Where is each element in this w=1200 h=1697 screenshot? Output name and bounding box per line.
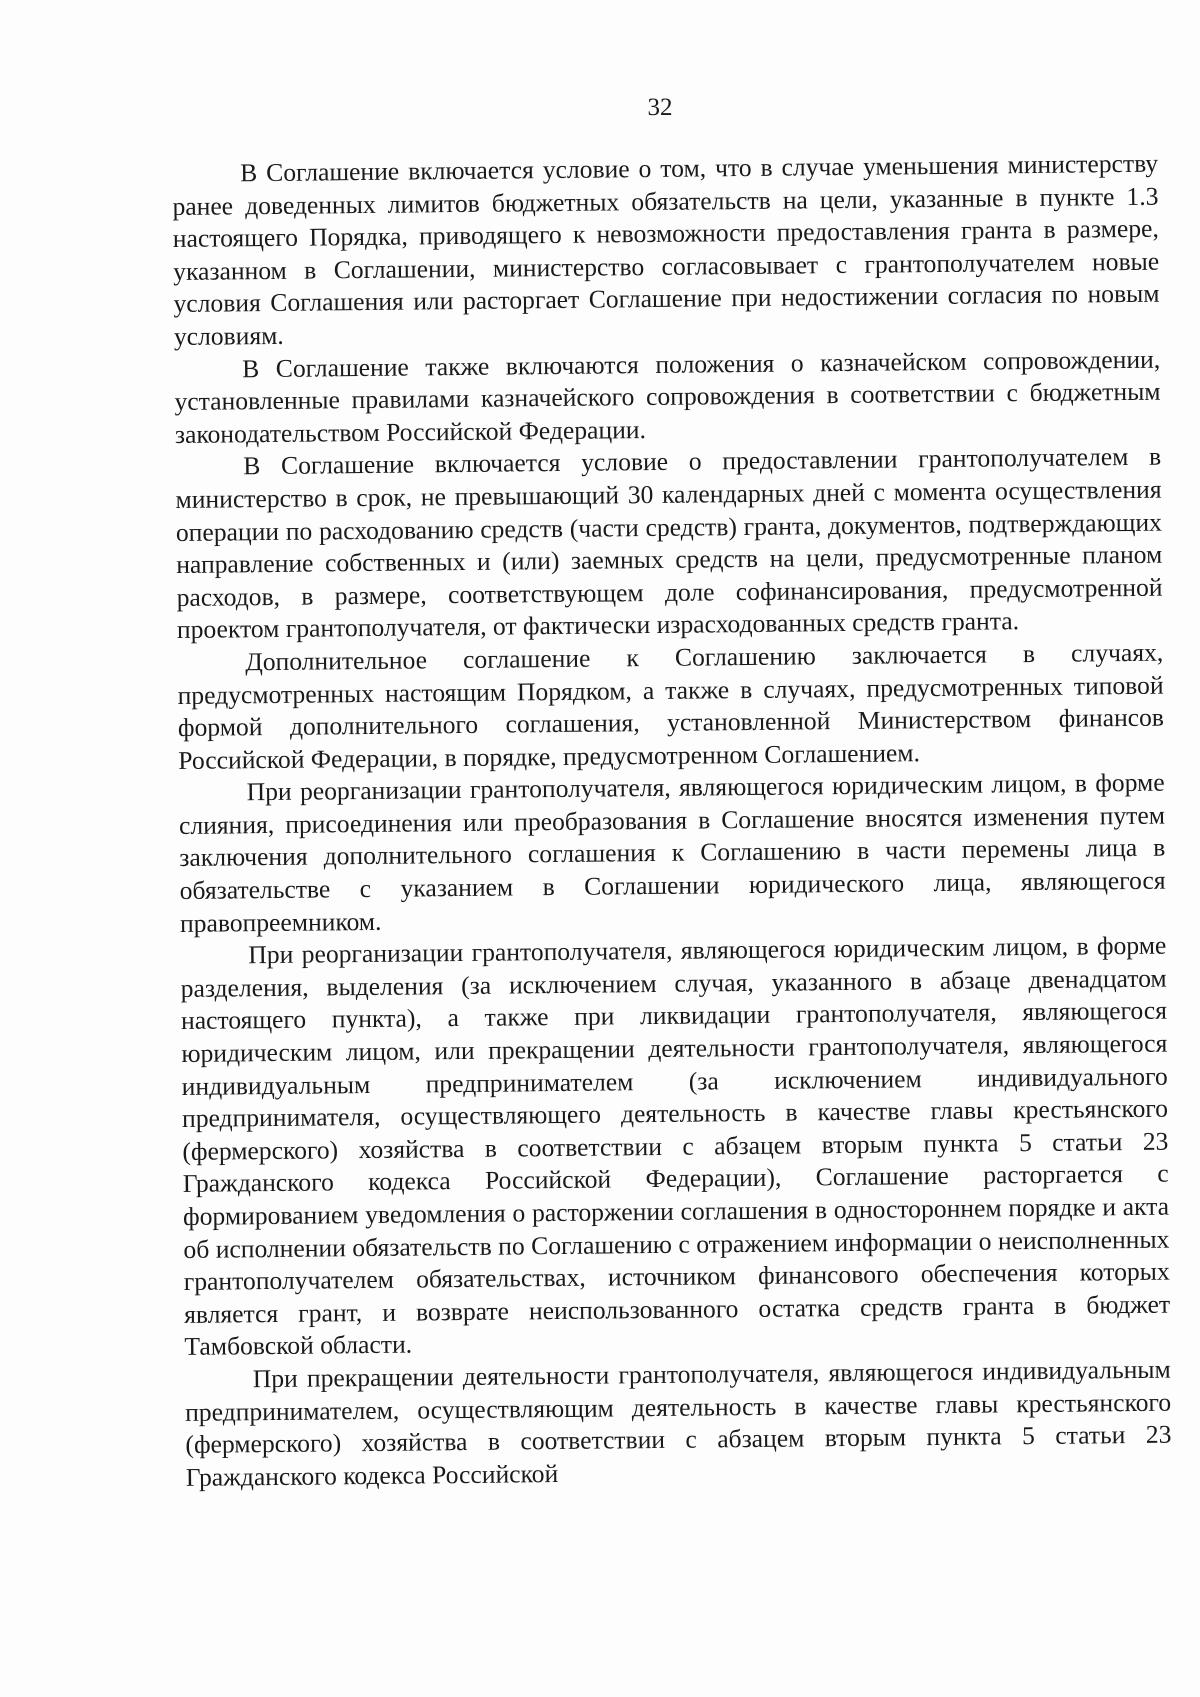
paragraph-2: В Соглашение также включаются положения о казначейском сопровождении, установленные правилами казначейского сопровождения в соответствии с бюджетным законодательством Российской Федерации. [174,344,1161,449]
paragraph-3: В Соглашение включается условие о предоставлении грантополучателем в министерство в срок, не превышающий 30 календарных дней с момента осуществления операции по расходованию средств (части средств) гранта, документов, подтверждающих направление собственных и (или) заемных средств на цели, предусмотренные планом расходов, в размере, соответствующем доле софинансирования, предусмотренной проектом грантополучателя, от фактически израсходованных средств гранта. [175,442,1163,645]
body-text [172,148,1172,1495]
paragraph-1: В Соглашение включается условие о том, что в случае уменьшения министерству ранее доведенных лимитов бюджетных обязательств на цели, указанные в пункте 1.3 настоящего Порядка, приводящего к невозможности предоставления гранта в размере, указанном в Соглашении, министерство согласовывает с грантополучателем новые условия Соглашения или расторгает Соглашение при недостижении согласия по новым условиям. [172,148,1160,351]
page-number: 32 [647,94,673,121]
paragraph-7: При прекращении деятельности грантополучателя, являющегося индивидуальным предпринимателем, осуществляющим деятельность в качестве главы крестьянского (фермерского) хозяйства в соответствии с абзацем вторым пункта 5 статьи 23 Гражданского кодекса Российской [184,1354,1172,1492]
paragraph-6: При реорганизации грантополучателя, являющегося юридическим лицом, в форме разделения, выделения (за исключением случая, указанного в абзаце двенадцатом настоящего пункта), а также при ликвидации грантополучателя, являющегося юридическим лицом, или прекращении деятельности грантополучателя, являющегося индивидуальным предпринимателем (за исключением индивидуального предпринимателя, осуществляющего деятельность в качестве главы крестьянского (фермерского) хозяйства в соответствии с абзацем вторым пункта 5 статьи 23 Гражданского кодекса Российской Федерации), Соглашение расторгается с формированием уведомления о расторжении соглашения в одностороннем порядке и акта об исполнении обязательств по Соглашению с отражением информации о неисполненных грантополучателем обязательствах, источником финансового обеспечения которых является грант, и возврате неиспользованного остатка средств гранта в бюджет Тамбовской области. [180,930,1171,1362]
paragraph-4: Дополнительное соглашение к Соглашению заключается в случаях, предусмотренных настоящим Порядком, а также в случаях, предусмотренных типовой формой дополнительного соглашения, установленной Министерством финансов Российской Федерации, в порядке, предусмотренном Соглашением. [177,637,1165,775]
paragraph-5: При реорганизации грантополучателя, являющегося юридическим лицом, в форме слияния, присоединения или преобразования в Соглашение вносятся изменения путем заключения дополнительного соглашения к Соглашению в части перемены лица в обязательстве с указанием в Соглашении юридического лица, являющегося правопреемником. [178,767,1166,938]
